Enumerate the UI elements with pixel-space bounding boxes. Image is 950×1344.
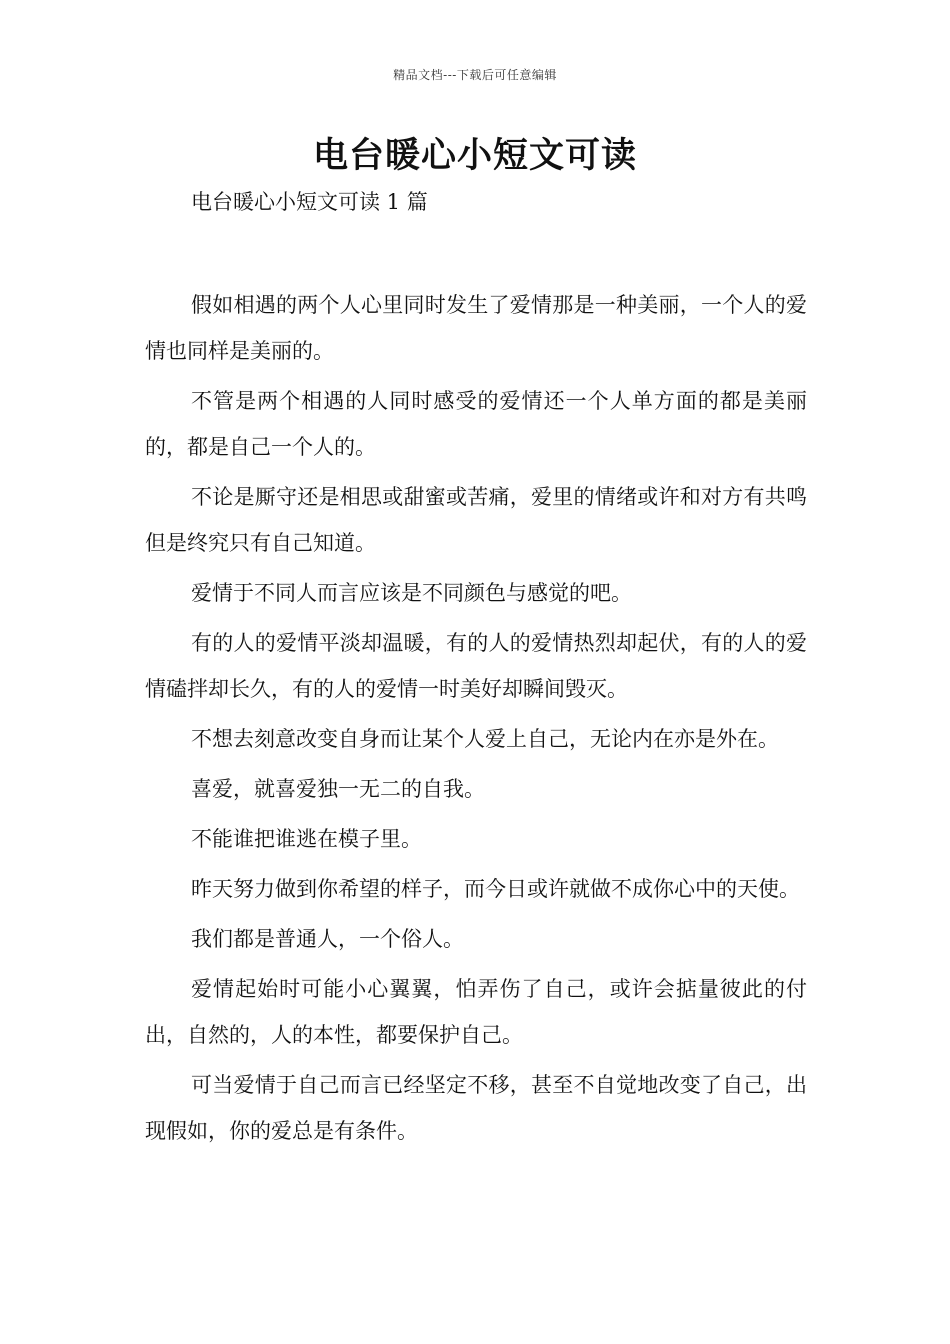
paragraph: 有的人的爱情平淡却温暖，有的人的爱情热烈却起伏，有的人的爱情磕拌却长久，有的人的爱情一时美好却瞬间毁灭。	[145, 631, 807, 701]
paragraph: 假如相遇的两个人心里同时发生了爱情那是一种美丽，一个人的爱情也同样是美丽的。	[145, 293, 807, 363]
document-subtitle: 电台暖心小短文可读 1 篇	[191, 190, 428, 214]
paragraph: 不能谁把谁逃在模子里。	[191, 827, 422, 851]
paragraph: 不管是两个相遇的人同时感受的爱情还一个人单方面的都是美丽的，都是自己一个人的。	[145, 389, 807, 459]
header-note: 精品文档---下载后可任意编辑	[393, 68, 557, 82]
document-title: 电台暖心小短文可读	[312, 135, 637, 176]
paragraph: 爱情于不同人而言应该是不同颜色与感觉的吧。	[191, 581, 632, 605]
paragraph: 我们都是普通人，一个俗人。	[191, 927, 464, 951]
paragraph: 昨天努力做到你希望的样子，而今日或许就做不成你心中的天使。	[191, 877, 800, 901]
paragraph: 喜爱，就喜爱独一无二的自我。	[191, 777, 485, 801]
document-body	[145, 282, 807, 1158]
paragraph: 爱情起始时可能小心翼翼，怕弄伤了自己，或许会掂量彼此的付出，自然的，人的本性，都要保护自己。	[145, 977, 807, 1047]
paragraph: 不想去刻意改变自身而让某个人爱上自己，无论内在亦是外在。	[191, 727, 779, 751]
paragraph: 不论是厮守还是相思或甜蜜或苦痛，爱里的情绪或许和对方有共鸣但是终究只有自己知道。	[145, 485, 807, 555]
paragraph: 可当爱情于自己而言已经坚定不移，甚至不自觉地改变了自己，出现假如，你的爱总是有条件。	[145, 1073, 807, 1143]
